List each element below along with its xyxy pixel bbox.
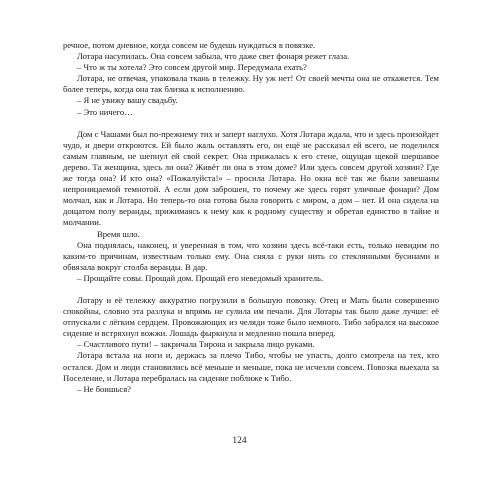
- paragraph: – Что ж ты хотела? Это совсем другой мир. Передумала ехать?: [77, 62, 307, 73]
- page-body: [63, 40, 439, 395]
- paragraph: Она поднялась, наконец, и уверенная в том, что хозяин здесь всё-таки есть, только невидим по каким-то причинам, известным только ему. Она сняла с руки нить со стеклянными бусинами и обвязала вокруг столба веранды. В дар.: [63, 239, 439, 272]
- paragraph: Время шло.: [97, 228, 140, 239]
- paragraph: – Прощайте совы. Прощай дом. Прощай его неведомый хранитель.: [77, 272, 324, 283]
- paragraph: – Я не увижу вашу свадьбу.: [77, 95, 178, 106]
- page-number: 124: [232, 436, 247, 446]
- paragraph: Лотара, не отвечая, упаковала ткань в тележку. Ну уж нет! От своей мечты она не откажется. Тем более теперь, когда она так близка к исполнению.: [63, 73, 439, 95]
- paragraph: речное, потом дневное, когда совсем не будешь нуждаться в повязке.: [63, 40, 316, 50]
- paragraph: Лотара встала на ноги и, держась за плечо Тибо, чтобы не упасть, долго смотрела на тех, кто остался. Дом и люди становились всё меньше и меньше, пока не исчезли совсем. Повозка выехала за Поселение, и Лотара перебралась на сидение поближе к Тибо.: [63, 350, 439, 383]
- paragraph: – Счастливого пути! – закричала Тирона и закрыла лицо руками.: [77, 339, 315, 350]
- paragraph: – Не боишься?: [77, 383, 132, 394]
- section-break: [63, 284, 439, 295]
- paragraph: Дом с Чашами был по-прежнему тих и заперт наглухо. Хотя Лотара ждала, что и здесь произойдет чудо, и двери откроются. Ей было жаль оставлять его, он ещё не рассказал ей всего, не поделился самым главным, не шепнул ей свой секрет. Она прижалась к его стене, ощущая щекой шершавое дерево. Та женщина, здесь ли она? Живёт ли она в этом доме? Или здесь совсем другой хозяин? Где же тогда она? И кто она? «Пожалуйста!» – просила Лотара. Но окна всё так же были завешаны непроницаемой темнотой. А если дом заброшен, то почему же здесь горят уличные фонари? Дом молчал, как и Лотара. Но теперь-то она готова была говорить с миром, а дом – нет. И она сидела на дощатом полу веранды, прижимаясь к нему как к родному существу и обретая единство в тайне и молчании.: [63, 128, 439, 228]
- section-break: [63, 118, 439, 129]
- paragraph: Лотара насупилась. Она совсем забыла, что даже свет фонаря режет глаза.: [77, 51, 350, 62]
- paragraph: – Это ничего…: [77, 106, 133, 117]
- paragraph: Лотару и её тележку аккуратно погрузили в большую повозку. Отец и Мать были совершенно спокойны, словно эта разлука и впрямь не сулила им печали. Для Лотары так было даже лучше: её отпускали с лёгким сердцем. Провожающих из челяди тоже было немного. Тибо забрался на высокое сидение и встряхнул вожжи. Лошадь фыркнула и медленно пошла вперед.: [63, 294, 439, 339]
